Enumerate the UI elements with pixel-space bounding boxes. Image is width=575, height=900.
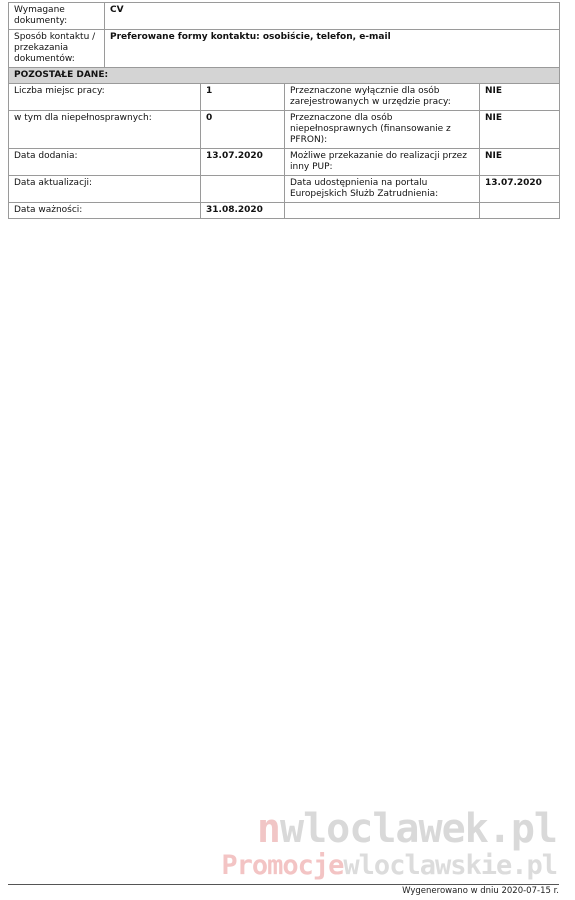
watermark-logo-line2: Promocjewloclawskie.pl xyxy=(221,850,557,881)
details-right-value: 13.07.2020 xyxy=(480,176,560,203)
details-left-value xyxy=(201,176,285,203)
details-row xyxy=(9,149,560,176)
contact-method-label: Sposób kontaktu / przekazania dokumentów: xyxy=(9,30,105,68)
details-left-value: 31.08.2020 xyxy=(201,203,285,219)
details-right-label xyxy=(285,203,480,219)
details-right-value: NIE xyxy=(480,149,560,176)
section-title: POZOSTAŁE DANE: xyxy=(9,68,560,84)
details-left-value: 1 xyxy=(201,84,285,111)
generated-date-footer: Wygenerowano w dniu 2020-07-15 r. xyxy=(402,886,559,896)
details-right-label: Przeznaczone dla osób niepełnosprawnych (finansowanie z PFRON): xyxy=(285,111,480,149)
details-left-value: 0 xyxy=(201,111,285,149)
details-left-label: Data ważności: xyxy=(9,203,201,219)
required-documents-row xyxy=(9,3,560,30)
details-right-value: NIE xyxy=(480,84,560,111)
details-right-label: Przeznaczone wyłącznie dla osób zarejestrowanych w urzędzie pracy: xyxy=(285,84,480,111)
offer-details-table xyxy=(8,2,560,219)
footer-divider xyxy=(8,884,559,885)
details-row xyxy=(9,111,560,149)
watermark-logo-line1: nwloclawek.pl xyxy=(256,806,557,852)
details-left-label: Data dodania: xyxy=(9,149,201,176)
details-row xyxy=(9,203,560,219)
details-right-label: Możliwe przekazanie do realizacji przez inny PUP: xyxy=(285,149,480,176)
section-header-row xyxy=(9,68,560,84)
contact-method-row xyxy=(9,30,560,68)
details-row xyxy=(9,176,560,203)
details-right-label: Data udostępnienia na portalu Europejskich Służb Zatrudnienia: xyxy=(285,176,480,203)
required-documents-value: CV xyxy=(105,3,560,30)
details-left-label: w tym dla niepełnosprawnych: xyxy=(9,111,201,149)
details-left-label: Data aktualizacji: xyxy=(9,176,201,203)
details-left-label: Liczba miejsc pracy: xyxy=(9,84,201,111)
details-right-value: NIE xyxy=(480,111,560,149)
details-right-value xyxy=(480,203,560,219)
required-documents-label: Wymagane dokumenty: xyxy=(9,3,105,30)
details-row xyxy=(9,84,560,111)
contact-method-value: Preferowane formy kontaktu: osobiście, telefon, e-mail xyxy=(105,30,560,68)
details-left-value: 13.07.2020 xyxy=(201,149,285,176)
